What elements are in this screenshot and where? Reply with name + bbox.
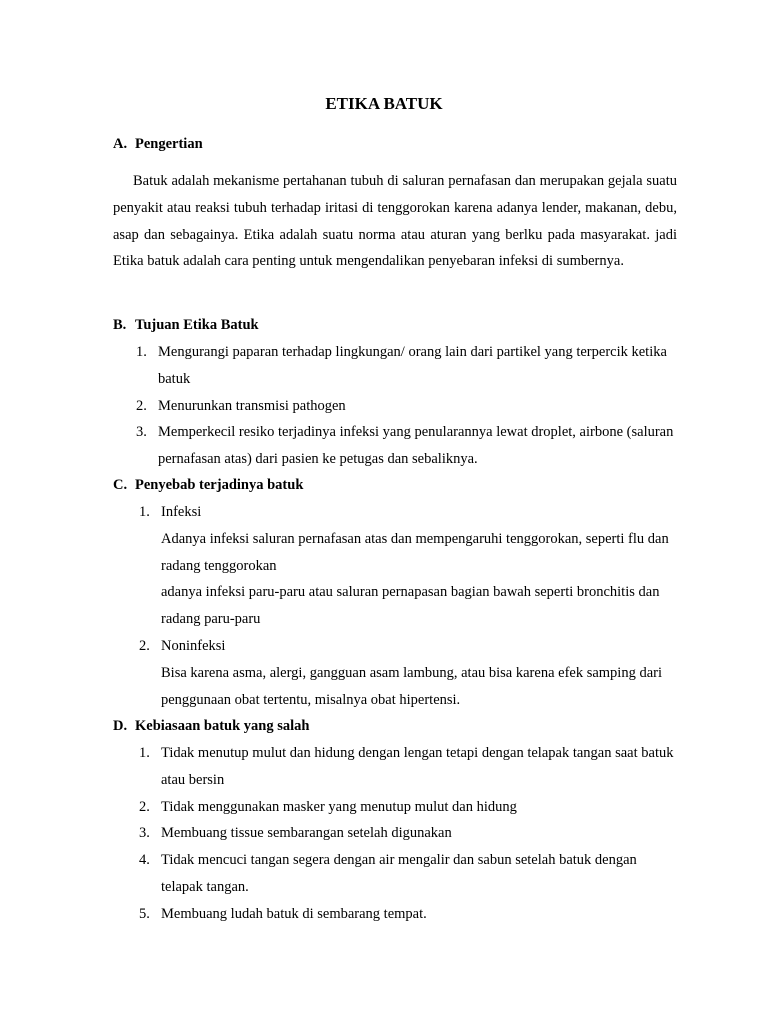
section-title: Tujuan Etika Batuk [135, 317, 259, 333]
list-detail: Bisa karena asma, alergi, gangguan asam lambung, atau bisa karena efek samping dari penggunaan obat tertentu, misalnya obat hipertensi. [161, 664, 663, 708]
list-text: Tidak menutup mulut dan hidung dengan lengan tetapi dengan telapak tangan saat batuk atau bersin [161, 745, 674, 788]
list-item [139, 794, 679, 821]
list-number: 5. [139, 905, 150, 922]
section-d-heading [113, 718, 309, 735]
section-b-heading [113, 317, 259, 334]
section-title: Kebiasaan batuk yang salah [135, 718, 310, 734]
list-text: Membuang ludah batuk di sembarang tempat. [161, 905, 427, 922]
section-letter: D. [113, 718, 128, 734]
list-detail: adanya infeksi paru-paru atau saluran pernapasan bagian bawah seperti bronchitis dan radang paru-paru [161, 584, 660, 628]
list-number: 2. [139, 798, 150, 815]
section-c-heading [113, 477, 303, 494]
list-detail: Adanya infeksi saluran pernafasan atas dan mempengaruhi tenggorokan, seperti flu dan radang tenggorokan [161, 530, 669, 574]
list-number: 2. [136, 397, 147, 414]
list-text: Infeksi [161, 504, 202, 520]
list-item [139, 633, 679, 713]
section-letter: B. [113, 317, 127, 333]
section-b-list [136, 339, 676, 473]
page-title: ETIKA BATUK [325, 94, 443, 113]
section-a-heading [113, 136, 203, 153]
list-item [136, 393, 676, 420]
list-text: Tidak menggunakan masker yang menutup mulut dan hidung [161, 798, 517, 815]
section-title: Pengertian [135, 136, 203, 152]
list-number: 1. [136, 344, 147, 360]
list-text: Noninfeksi [161, 637, 226, 654]
section-letter: A. [113, 136, 128, 152]
section-c-list [139, 499, 679, 713]
list-item [139, 499, 679, 633]
list-number: 1. [139, 504, 150, 520]
list-text: Mengurangi paparan terhadap lingkungan/ orang lain dari partikel yang terpercik ketika batuk [158, 344, 667, 387]
list-text: Membuang tissue sembarangan setelah digunakan [161, 825, 452, 842]
list-item [139, 847, 679, 901]
list-item [136, 339, 676, 393]
list-text: Tidak mencuci tangan segera dengan air mengalir dan sabun setelah batuk dengan telapak tangan. [161, 852, 637, 895]
list-text: Memperkecil resiko terjadinya infeksi yang penularannya lewat droplet, airbone (saluran pernafasan atas) dari pasien ke petugas dan sebaliknya. [158, 424, 674, 468]
list-item [139, 820, 679, 847]
list-text: Menurunkan transmisi pathogen [158, 397, 346, 414]
section-letter: C. [113, 477, 128, 493]
list-item [139, 740, 679, 794]
list-number: 2. [139, 637, 150, 654]
list-number: 1. [139, 745, 150, 761]
list-number: 4. [139, 852, 150, 869]
section-d-list [139, 740, 679, 928]
section-a-paragraph: Batuk adalah mekanisme pertahanan tubuh di saluran pernafasan dan merupakan gejala suatu penyakit atau reaksi tubuh terhadap iritasi di tenggorokan karena adanya lender, makanan, debu, asap dan sebagainya. Etika adalah suatu norma atau aturan yang berlku pada masyarakat. jadi Etika batuk adalah cara penting untuk mengendalikan penyebaran infeksi di sumbernya. [113, 173, 677, 270]
list-number: 3. [139, 825, 150, 842]
list-item [139, 901, 679, 928]
list-item [136, 419, 676, 473]
list-number: 3. [136, 424, 147, 441]
section-title: Penyebab terjadinya batuk [135, 477, 304, 493]
